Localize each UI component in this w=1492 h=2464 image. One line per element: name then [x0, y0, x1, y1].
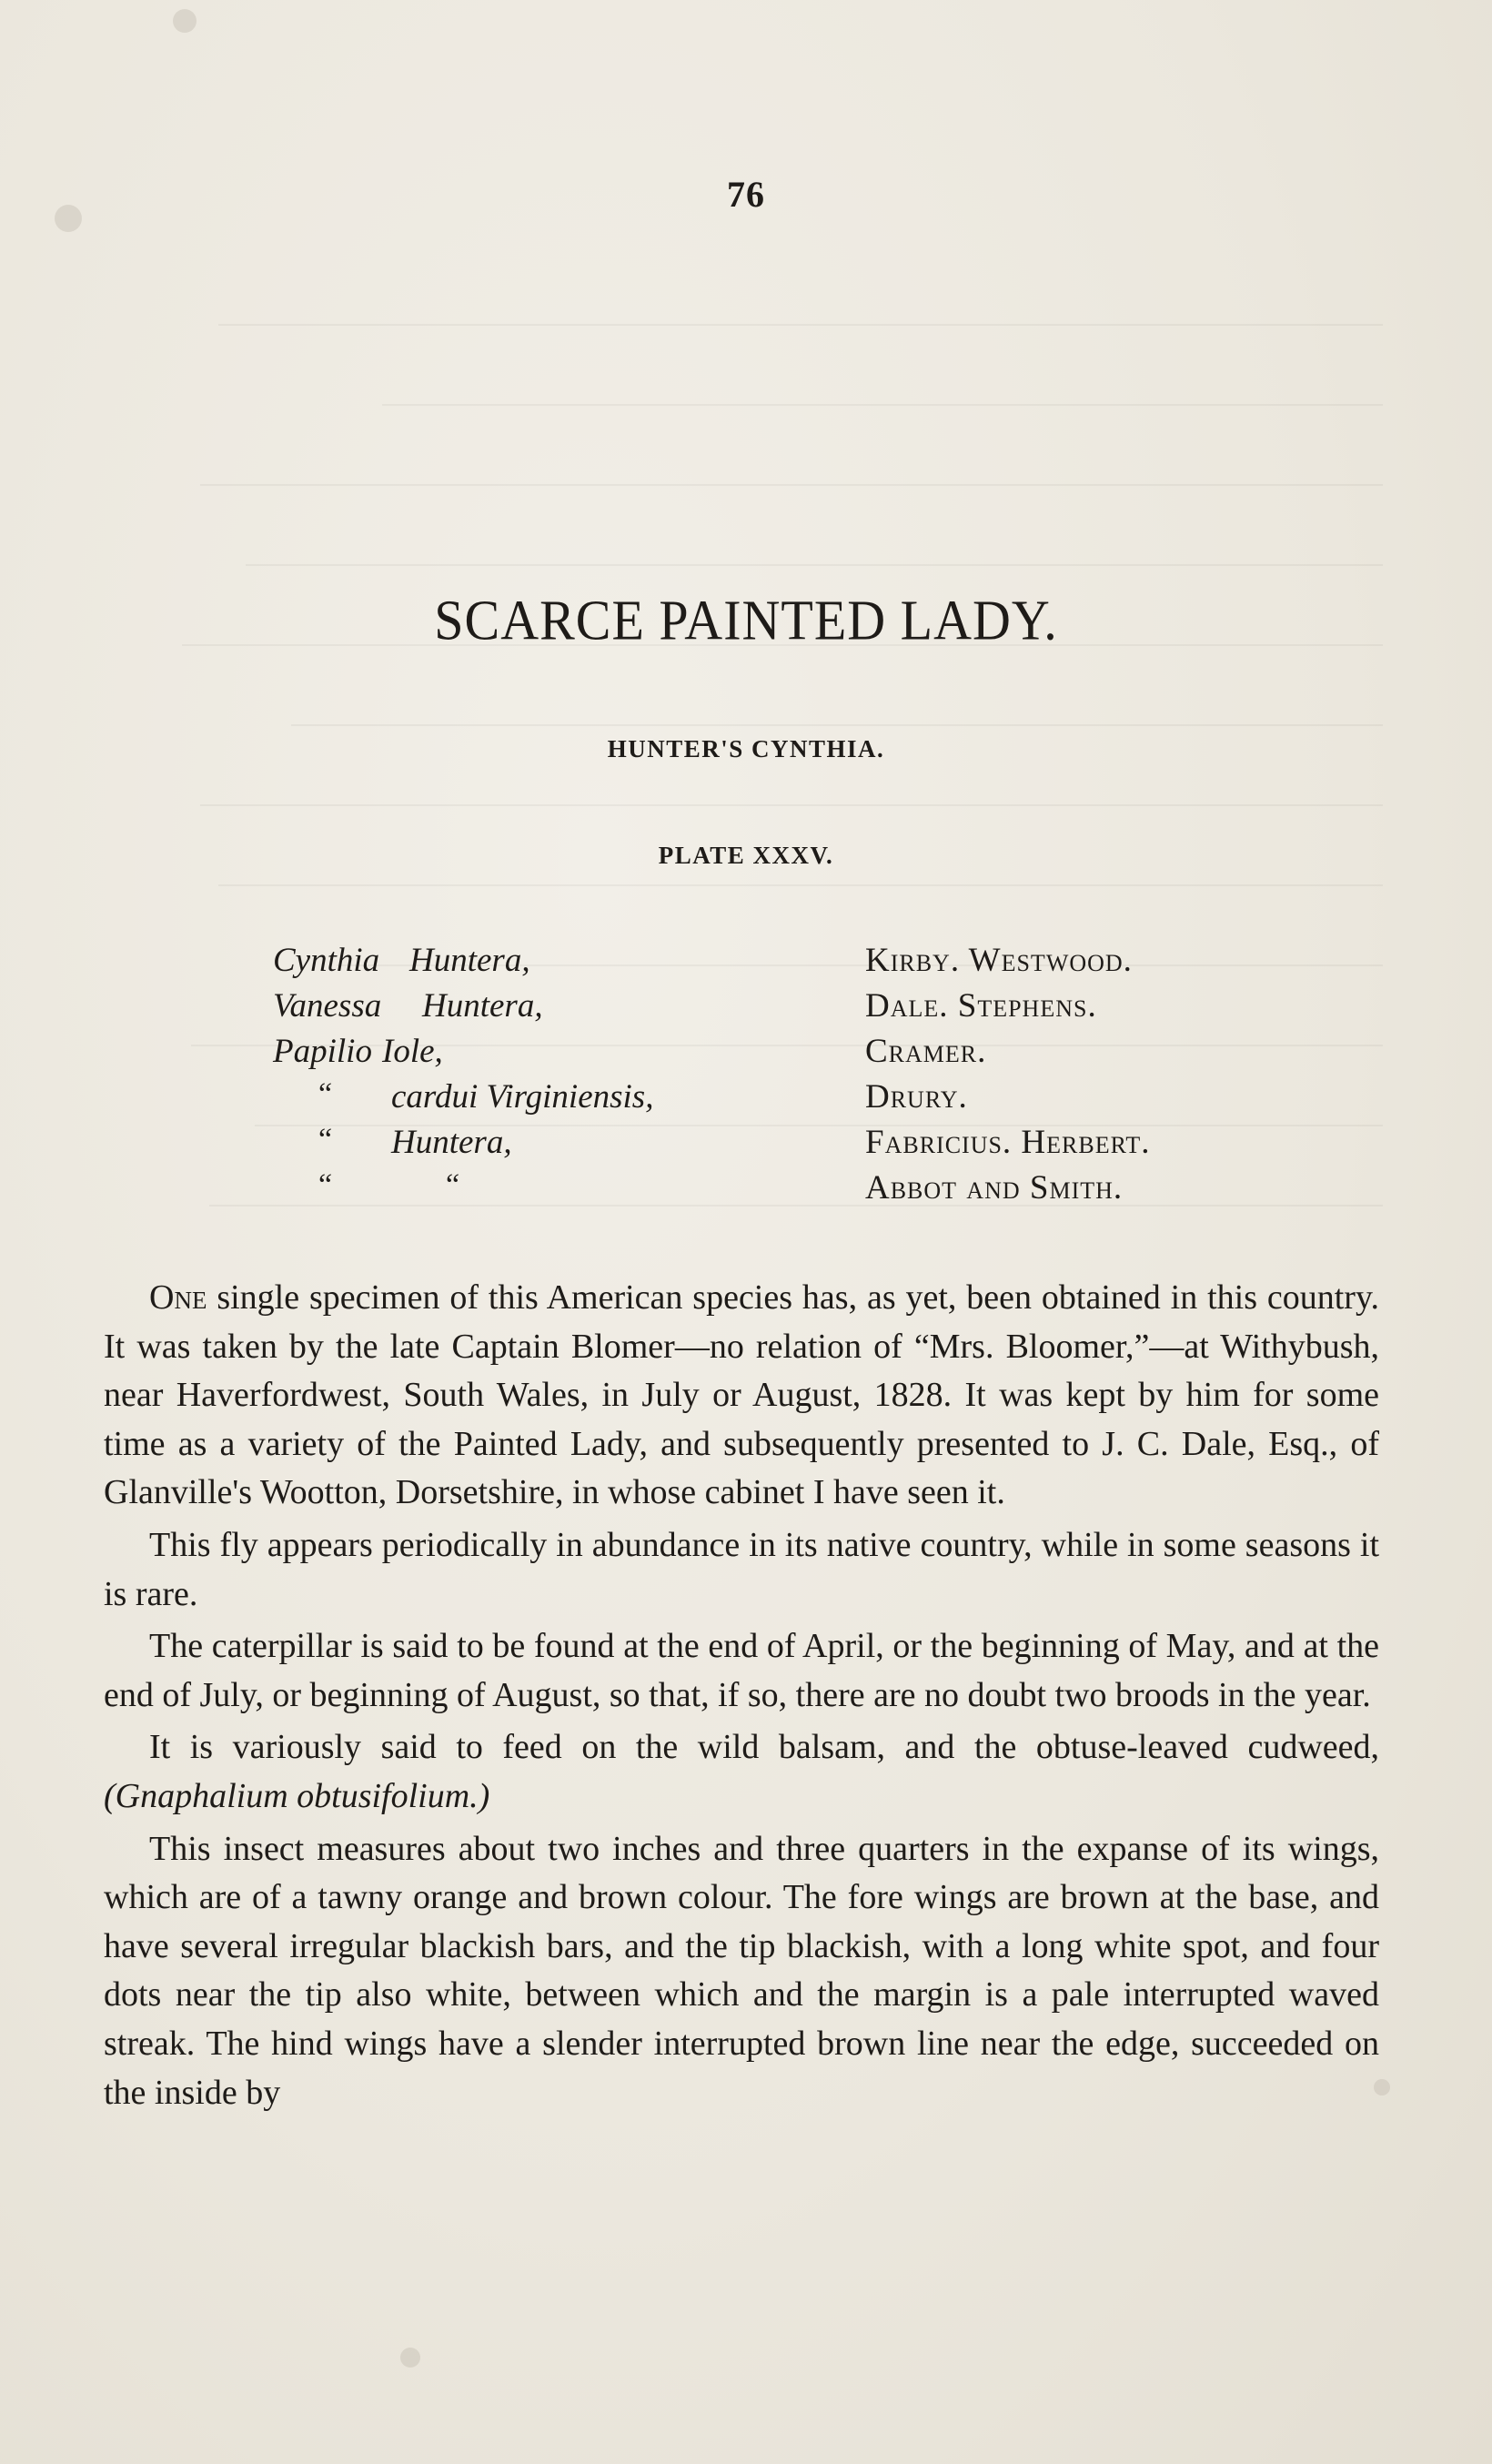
synonym-authorities: Dale. Stephens.	[865, 987, 1097, 1025]
paragraph	[104, 1274, 1379, 1518]
body-text	[104, 1274, 1379, 2121]
synonym-authorities: Cramer.	[865, 1033, 987, 1070]
synonym-row	[273, 1077, 1274, 1123]
synonym-species: Iole,	[382, 1033, 443, 1070]
synonym-row	[273, 1168, 1274, 1214]
plate-label: PLATE XXXV.	[658, 842, 834, 869]
synonym-authorities: Kirby. Westwood.	[865, 942, 1133, 979]
lead-word: One	[149, 1278, 207, 1317]
page-title: SCARCE PAINTED LADY.	[434, 588, 1058, 652]
synonym-row	[273, 1123, 1274, 1168]
paper-spot	[55, 205, 82, 232]
page-subtitle: HUNTER'S CYNTHIA.	[607, 735, 885, 762]
synonym-row	[273, 1032, 1274, 1077]
synonym-authorities: Abbot and Smith.	[865, 1169, 1124, 1207]
ditto-mark: “	[318, 1168, 333, 1202]
paragraph-text: single specimen of this American species has, as yet, been obtained in this country. It was taken by the late Captain Blomer—no relation of “Mrs. Bloomer,”—at Withybush, near Haverfordwest, South Wales, in July or August, 1828. It was kept by him for some time as a variety of the Painted Lady, and subsequently presented to J. C. Dale, Esq., of Glanville's Wootton, Dorsetshire, in whose cabinet I have seen it.	[104, 1278, 1379, 1512]
paragraph-text: It is variously said to feed on the wild balsam, and the obtuse-leaved cudweed,	[149, 1728, 1379, 1767]
paper-spot	[400, 2348, 420, 2368]
paragraph: This fly appears periodically in abundance in its native country, while in some seasons it is rare.	[104, 1525, 1379, 1613]
synonym-genus: Papilio	[273, 1033, 372, 1070]
paragraph: This insect measures about two inches and three quarters in the expanse of its wings, which are of a tawny orange and brown colour. The fore wings are brown at the base, and have several irregular blackish bars, and the tip blackish, with a long white spot, and four dots near the tip also white, between which and the margin is a pale interrupted waved streak. The hind wings have a slender interrupted brown line near the edge, succeeded on the inside by	[104, 1829, 1379, 2112]
synonym-genus: Cynthia	[273, 942, 380, 979]
synonymy-list	[273, 941, 1274, 1214]
synonym-row	[273, 941, 1274, 986]
synonym-species: cardui Virginiensis,	[391, 1078, 654, 1116]
synonym-genus: Vanessa	[273, 987, 382, 1025]
synonym-species: Huntera,	[391, 1124, 512, 1161]
synonym-authorities: Drury.	[865, 1078, 968, 1116]
ditto-mark: “	[318, 1077, 333, 1111]
paragraph	[104, 1723, 1379, 1821]
synonym-species: Huntera,	[409, 942, 530, 979]
synonym-species: Huntera,	[422, 987, 543, 1025]
latin-name: (Gnaphalium obtusifolium.)	[104, 1776, 490, 1815]
paper-spot	[173, 9, 197, 33]
synonym-authorities: Fabricius. Herbert.	[865, 1124, 1151, 1161]
ditto-mark: “	[318, 1123, 333, 1156]
ditto-mark: “	[446, 1168, 460, 1202]
page-number: 76	[727, 174, 765, 215]
paragraph: The caterpillar is said to be found at the end of April, or the beginning of May, and at the end of July, or beginning of August, so that, if so, there are no doubt two broods in the year.	[104, 1627, 1379, 1714]
synonym-row	[273, 986, 1274, 1032]
